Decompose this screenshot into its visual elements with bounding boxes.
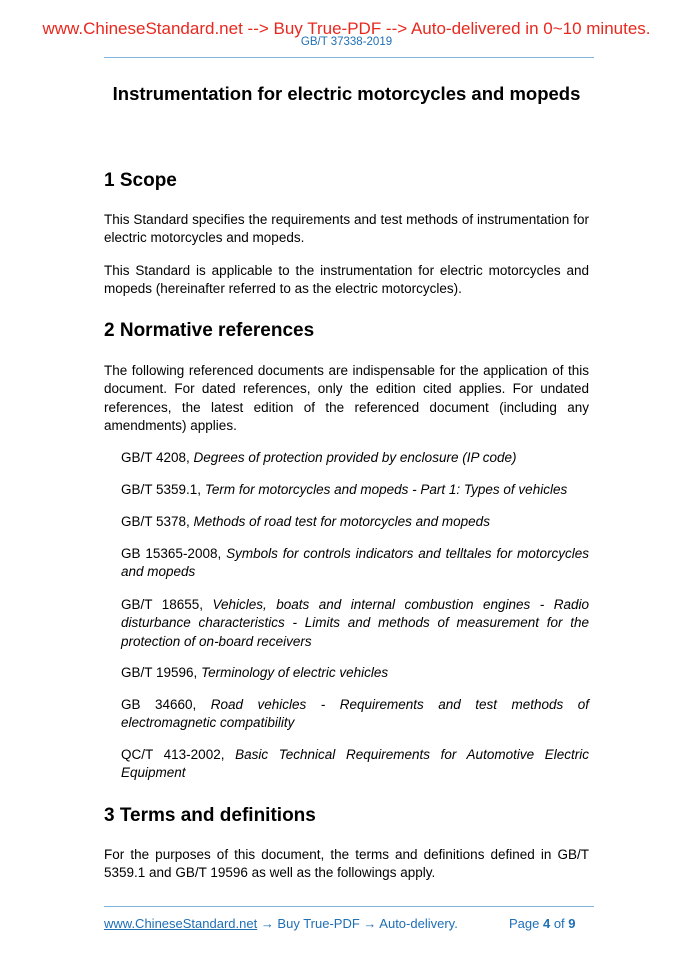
reference-item	[121, 746, 589, 783]
reference-item	[121, 513, 589, 531]
document-title: Instrumentation for electric motorcycles and mopeds	[112, 83, 581, 104]
page-label: Page	[509, 916, 543, 931]
reference-code: QC/T 413-2002,	[121, 747, 236, 762]
normative-references-intro: The following referenced documents are indispensable for the application of this document. For dated references, only the edition cited applies. For undated references, the latest edition of the referenced document (including any amendments) applies.	[104, 363, 589, 434]
reference-item	[121, 596, 589, 651]
reference-item	[121, 481, 589, 499]
reference-title: Degrees of protection provided by enclosure (IP code)	[193, 450, 517, 465]
footer-promo-text: → Buy True-PDF → Auto-delivery.	[257, 916, 458, 931]
page-counter	[509, 916, 576, 932]
section-heading-terms-definitions: 3 Terms and definitions	[104, 805, 316, 826]
terms-definitions-paragraph: For the purposes of this document, the terms and definitions defined in GB/T 5359.1 and GB/T 19596 as well as the followings apply.	[104, 847, 589, 881]
promo-banner[interactable]: www.ChineseStandard.net --> Buy True-PDF --> Auto-delivered in 0~10 minutes.	[42, 19, 651, 38]
section-heading-scope: 1 Scope	[104, 170, 177, 191]
reference-item	[121, 545, 589, 582]
footer-divider	[104, 906, 594, 907]
reference-title: Term for motorcycles and mopeds - Part 1: Types of vehicles	[204, 482, 568, 497]
page-number: 4	[542, 916, 551, 931]
reference-code: GB 15365-2008,	[121, 546, 227, 561]
reference-item	[121, 696, 589, 733]
reference-item	[121, 449, 589, 467]
reference-code: GB/T 18655,	[121, 597, 213, 612]
reference-title: Basic Technical Requirements for Automotive Electric Equipment	[121, 747, 589, 781]
page-total: 9	[568, 916, 576, 931]
scope-paragraph-2: This Standard is applicable to the instrumentation for electric motorcycles and mopeds (hereinafter referred to as the electric motorcycles).	[104, 263, 589, 297]
reference-title: Terminology of electric vehicles	[201, 665, 389, 680]
reference-code: GB/T 4208,	[121, 450, 194, 465]
reference-title: Vehicles, boats and internal combustion engines - Radio disturbance characteristics - Limits and methods of measurement for the protection of on-board receivers	[121, 597, 589, 649]
document-id: GB/T 37338-2019	[300, 36, 393, 48]
scope-paragraph-1: This Standard specifies the requirements and test methods of instrumentation for electric motorcycles and mopeds.	[104, 212, 589, 246]
reference-code: GB/T 19596,	[121, 665, 202, 680]
reference-code: GB 34660,	[121, 697, 211, 712]
section-heading-normative-references: 2 Normative references	[104, 320, 315, 341]
reference-title: Methods of road test for motorcycles and mopeds	[193, 514, 490, 529]
header-divider	[104, 57, 594, 58]
reference-code: GB/T 5359.1,	[121, 482, 205, 497]
reference-title: Road vehicles - Requirements and test methods of electromagnetic compatibility	[121, 697, 589, 731]
page-of-label: of	[550, 916, 569, 931]
footer-site-link[interactable]: www.ChineseStandard.net	[104, 916, 258, 931]
footer-promo	[104, 916, 458, 932]
reference-item	[121, 664, 589, 682]
reference-code: GB/T 5378,	[121, 514, 194, 529]
reference-title: Symbols for controls indicators and telltales for motorcycles and mopeds	[121, 546, 590, 580]
